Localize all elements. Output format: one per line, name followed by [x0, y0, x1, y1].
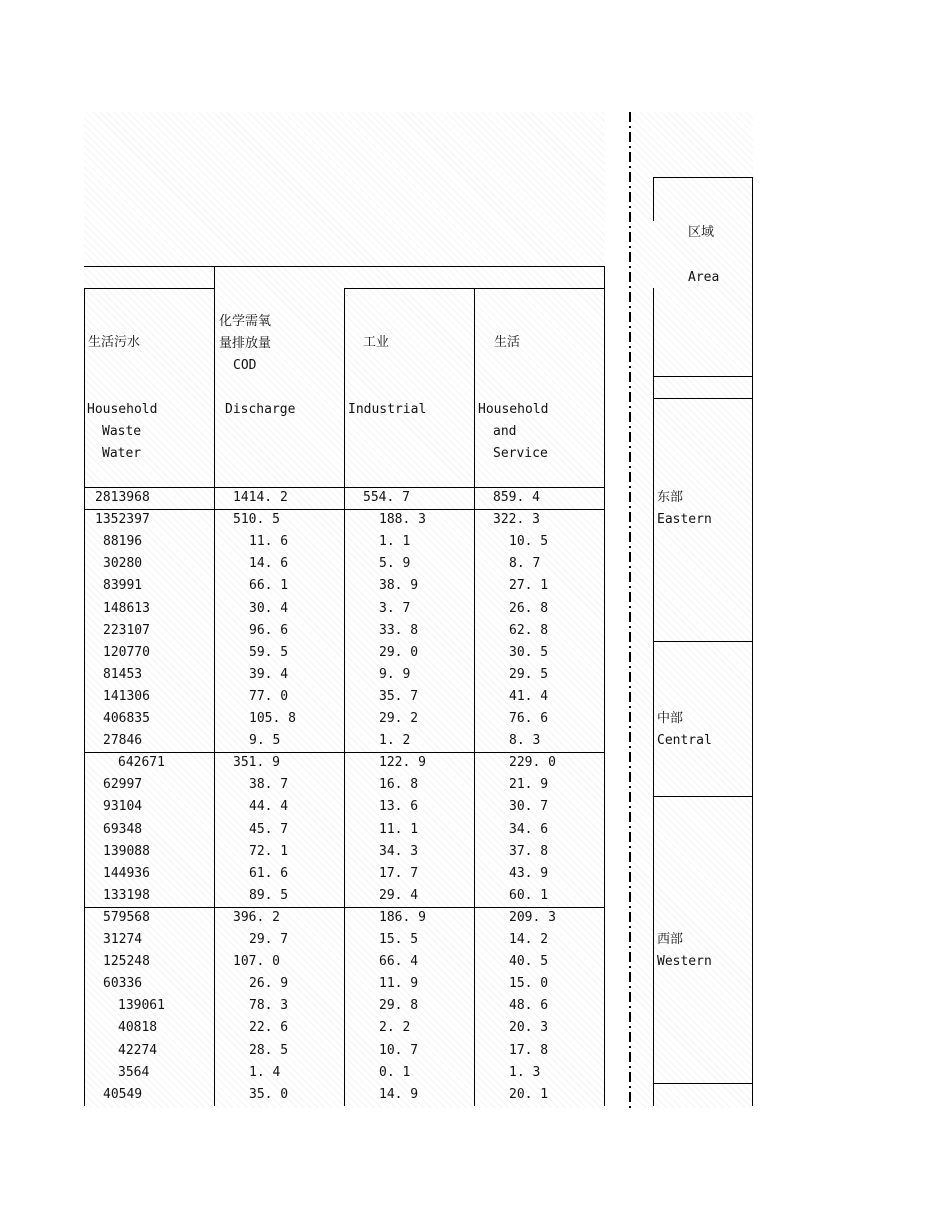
cell-household-waste-water: 133198 [103, 887, 150, 903]
cell-household-waste-water: 1352397 [95, 512, 150, 528]
cell-household-waste-water: 30280 [103, 556, 143, 572]
cell-household-waste-water: 88196 [103, 534, 143, 550]
cell-industrial: 38. 9 [379, 578, 419, 594]
cell-household-service: 8. 3 [509, 733, 541, 749]
cell-industrial: 15. 5 [379, 932, 419, 947]
cell-household-waste-water: 60336 [103, 976, 143, 992]
cell-cod-discharge: 9. 5 [249, 733, 281, 749]
cell-household-service: 26. 8 [509, 600, 549, 616]
cell-industrial: 3. 7 [379, 600, 411, 616]
cell-household-service: 1. 3 [509, 1064, 541, 1080]
cell-household-service: 17. 8 [509, 1042, 549, 1058]
area-panel-left-border [653, 288, 654, 1106]
cell-household-service: 41. 4 [509, 688, 549, 704]
header-cod-cn-1: 化学需氧 [219, 314, 272, 329]
header-household-en-2: and [493, 424, 517, 439]
cell-cod-discharge: 61. 6 [249, 865, 289, 881]
region-central-cn: 中部 [657, 711, 684, 726]
cell-household-service: 27. 1 [509, 578, 549, 594]
area-title-cn: 区域 [688, 225, 715, 240]
cell-cod-discharge: 96. 6 [249, 622, 289, 638]
cell-cod-discharge: 30. 4 [249, 600, 289, 616]
cell-industrial: 29. 2 [379, 711, 419, 726]
header-household-en-1: Household [478, 402, 549, 417]
header-cod-en: Discharge [225, 402, 296, 417]
cell-household-service: 322. 3 [493, 512, 540, 528]
cell-household-waste-water: 40818 [118, 1020, 158, 1036]
cell-cod-discharge: 66. 1 [249, 578, 289, 594]
cell-household-waste-water: 223107 [103, 622, 150, 638]
table-top-border [84, 266, 605, 267]
cell-household-service: 14. 2 [509, 932, 549, 947]
cell-cod-discharge: 39. 4 [249, 666, 289, 682]
cell-cod-discharge: 11. 6 [249, 534, 289, 550]
cell-household-service: 62. 8 [509, 622, 549, 638]
area-panel-divider-eastern [653, 641, 753, 642]
cell-cod-discharge: 35. 0 [249, 1086, 289, 1102]
region-western-en: Western [657, 954, 712, 969]
header-household-cn: 生活 [494, 335, 521, 350]
cell-cod-discharge: 351. 9 [233, 755, 280, 771]
cell-industrial: 35. 7 [379, 688, 419, 704]
cell-cod-discharge: 45. 7 [249, 821, 289, 837]
header-household-waste-water-en-3: Water [102, 446, 142, 461]
cell-household-waste-water: 81453 [103, 666, 143, 682]
cell-household-service: 20. 1 [509, 1086, 549, 1102]
cell-household-waste-water: 579568 [103, 909, 150, 925]
area-panel-divider-western [653, 1083, 753, 1084]
cell-household-service: 60. 1 [509, 887, 549, 903]
cell-household-service: 43. 9 [509, 865, 549, 881]
cell-industrial: 13. 6 [379, 799, 419, 815]
area-panel-top-border [653, 177, 753, 178]
area-panel-divider-2 [653, 398, 753, 399]
cell-cod-discharge: 29. 7 [249, 932, 289, 947]
cell-cod-discharge: 89. 5 [249, 887, 289, 903]
region-western-cn: 西部 [657, 932, 684, 947]
cell-industrial: 10. 7 [379, 1042, 419, 1058]
cell-household-service: 37. 8 [509, 843, 549, 859]
cell-industrial: 29. 4 [379, 887, 419, 903]
cell-household-service: 20. 3 [509, 1020, 549, 1036]
cell-industrial: 29. 0 [379, 644, 419, 660]
cell-cod-discharge: 72. 1 [249, 843, 289, 859]
table-left-border [84, 288, 85, 1106]
table-right-border [604, 266, 605, 1106]
region-eastern-en: Eastern [657, 512, 712, 527]
cell-cod-discharge: 396. 2 [233, 909, 280, 925]
cell-industrial: 66. 4 [379, 954, 419, 970]
header-industrial-en: Industrial [348, 402, 427, 417]
cell-household-waste-water: 83991 [103, 578, 143, 594]
cell-household-service: 29. 5 [509, 666, 549, 682]
cell-industrial: 2. 2 [379, 1020, 411, 1036]
header-household-en-3: Service [493, 446, 548, 461]
cell-cod-discharge: 26. 9 [249, 976, 289, 992]
region-eastern-cn: 东部 [657, 490, 684, 505]
cell-cod-discharge: 28. 5 [249, 1042, 289, 1058]
page-fold-separator [629, 112, 631, 1108]
cell-household-service: 10. 5 [509, 534, 549, 550]
cell-cod-discharge: 510. 5 [233, 512, 280, 528]
cell-household-service: 209. 3 [509, 909, 556, 925]
cell-industrial: 5. 9 [379, 556, 411, 572]
cell-household-service: 15. 0 [509, 976, 549, 992]
column-divider-3 [474, 288, 475, 1106]
cell-industrial: 554. 7 [363, 490, 410, 505]
cell-household-service: 76. 6 [509, 711, 549, 726]
cell-industrial: 1. 1 [379, 534, 411, 550]
cell-household-service: 48. 6 [509, 998, 549, 1014]
cell-industrial: 11. 9 [379, 976, 419, 992]
cell-cod-discharge: 78. 3 [249, 998, 289, 1014]
cell-industrial: 1. 2 [379, 733, 411, 749]
header-subdivider-left [84, 288, 214, 289]
cell-industrial: 9. 9 [379, 666, 411, 682]
cell-household-service: 40. 5 [509, 954, 549, 970]
cell-household-waste-water: 141306 [103, 688, 150, 704]
cell-household-waste-water: 642671 [118, 755, 165, 771]
cell-household-waste-water: 139061 [118, 998, 165, 1014]
header-cod-abbr: COD [233, 358, 257, 373]
cell-household-waste-water: 27846 [103, 733, 143, 749]
cell-industrial: 33. 8 [379, 622, 419, 638]
cell-household-service: 859. 4 [493, 490, 540, 505]
header-industrial-cn: 工业 [363, 335, 390, 350]
cell-household-service: 34. 6 [509, 821, 549, 837]
cell-industrial: 122. 9 [379, 755, 426, 771]
column-divider-1 [214, 266, 215, 1106]
cell-household-service: 8. 7 [509, 556, 541, 572]
cell-household-waste-water: 42274 [118, 1042, 158, 1058]
cell-cod-discharge: 1. 4 [249, 1064, 281, 1080]
cell-household-service: 30. 5 [509, 644, 549, 660]
cell-cod-discharge: 105. 8 [249, 711, 296, 726]
cell-industrial: 29. 8 [379, 998, 419, 1014]
cell-cod-discharge: 14. 6 [249, 556, 289, 572]
area-panel-divider-1 [653, 376, 753, 377]
header-household-waste-water-cn: 生活污水 [88, 335, 141, 350]
cell-industrial: 186. 9 [379, 909, 426, 925]
cell-household-waste-water: 144936 [103, 865, 150, 881]
cell-household-waste-water: 2813968 [95, 490, 150, 505]
cell-household-waste-water: 62997 [103, 777, 143, 793]
area-panel-left-border-top [653, 177, 654, 221]
area-panel-divider-central [653, 796, 753, 797]
cell-industrial: 0. 1 [379, 1064, 411, 1080]
cell-cod-discharge: 77. 0 [249, 688, 289, 704]
cell-household-waste-water: 139088 [103, 843, 150, 859]
cell-household-service: 21. 9 [509, 777, 549, 793]
cell-household-waste-water: 3564 [118, 1064, 150, 1080]
area-title-en: Area [688, 270, 720, 285]
cell-industrial: 17. 7 [379, 865, 419, 881]
header-household-waste-water-en-2: Waste [102, 424, 142, 439]
cell-cod-discharge: 38. 7 [249, 777, 289, 793]
cell-household-waste-water: 148613 [103, 600, 150, 616]
cell-household-waste-water: 125248 [103, 954, 150, 970]
cell-cod-discharge: 22. 6 [249, 1020, 289, 1036]
cell-household-waste-water: 69348 [103, 821, 143, 837]
cell-household-service: 229. 0 [509, 755, 556, 771]
cell-industrial: 14. 9 [379, 1086, 419, 1102]
cell-household-waste-water: 406835 [103, 711, 150, 726]
cell-industrial: 34. 3 [379, 843, 419, 859]
column-divider-2 [344, 288, 345, 1106]
cell-cod-discharge: 1414. 2 [233, 490, 288, 505]
cell-cod-discharge: 59. 5 [249, 644, 289, 660]
cell-cod-discharge: 107. 0 [233, 954, 280, 970]
header-household-waste-water-en-1: Household [87, 402, 158, 417]
cell-industrial: 16. 8 [379, 777, 419, 793]
cell-household-waste-water: 40549 [103, 1086, 143, 1102]
cell-household-waste-water: 31274 [103, 932, 143, 947]
cell-industrial: 188. 3 [379, 512, 426, 528]
header-cod-cn-2: 量排放量 [219, 336, 272, 351]
cell-household-waste-water: 120770 [103, 644, 150, 660]
cell-household-waste-water: 93104 [103, 799, 143, 815]
cell-industrial: 11. 1 [379, 821, 419, 837]
cell-household-service: 30. 7 [509, 799, 549, 815]
cell-cod-discharge: 44. 4 [249, 799, 289, 815]
region-central-en: Central [657, 733, 712, 748]
